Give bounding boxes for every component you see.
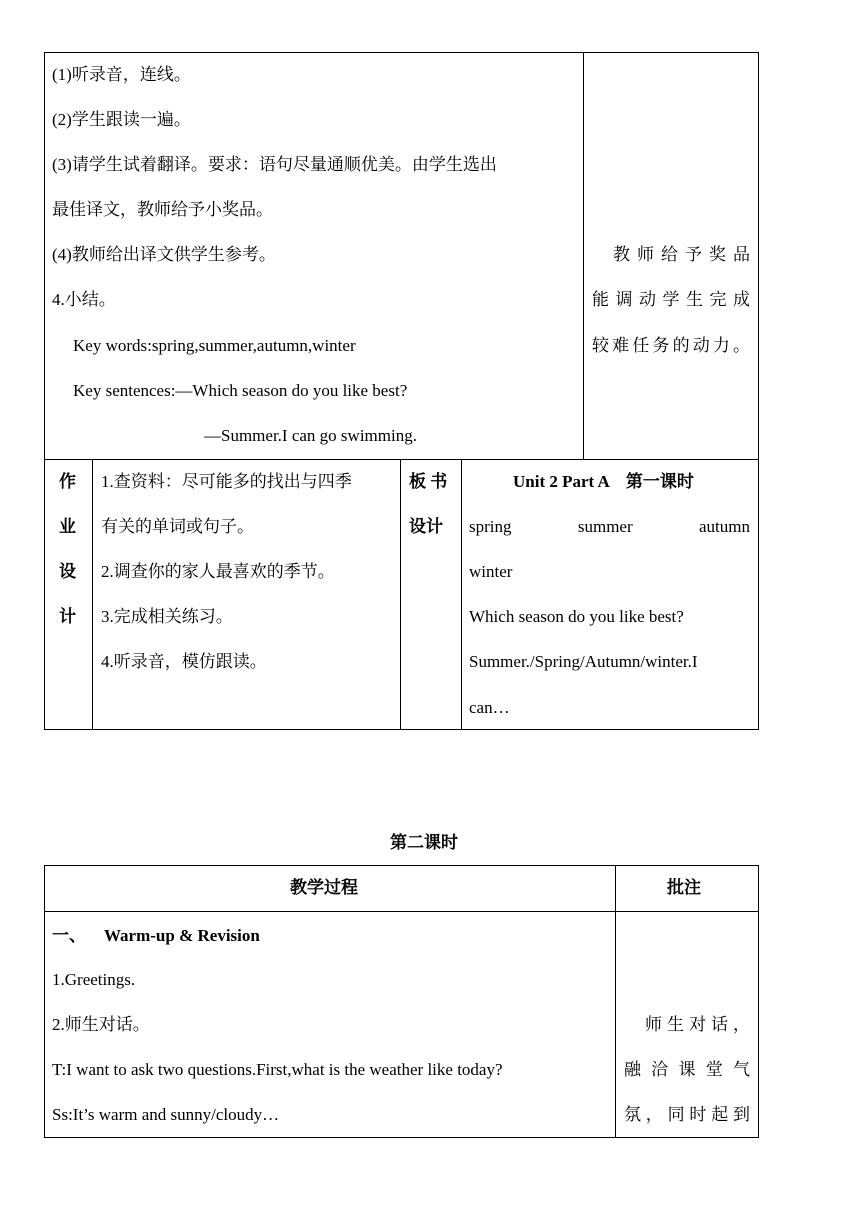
note-char: 气 bbox=[733, 1060, 750, 1079]
homework-label-char: 设 bbox=[59, 562, 76, 581]
note-char: ， bbox=[645, 1105, 663, 1124]
note-char: 教 bbox=[613, 245, 630, 264]
note-char: 成 bbox=[733, 290, 750, 309]
board-words-row bbox=[469, 517, 750, 537]
board-line: Which season do you like best? bbox=[469, 607, 684, 626]
homework-item: 3.完成相关练习。 bbox=[101, 607, 233, 626]
homework-item: 有关的单词或句子。 bbox=[101, 517, 254, 536]
note-char: 师 bbox=[645, 1015, 662, 1034]
section-title: 第二课时 bbox=[390, 833, 458, 852]
note-char: 任 bbox=[632, 336, 650, 355]
board-label: 设计 bbox=[409, 517, 443, 536]
note-char: 堂 bbox=[705, 1060, 723, 1079]
key-sentences-answer: —Summer.I can go swimming. bbox=[204, 426, 417, 445]
table1-note-divider bbox=[583, 52, 584, 460]
table2-border-bottom bbox=[44, 1137, 759, 1138]
note-char: 调 bbox=[615, 290, 633, 309]
board-word: autumn bbox=[699, 517, 750, 536]
note-char: 品 bbox=[733, 245, 750, 264]
note-line bbox=[613, 245, 750, 265]
board-line: winter bbox=[469, 562, 513, 581]
note-char: 务 bbox=[652, 336, 670, 355]
process-line: 最佳译文，教师给予小奖品。 bbox=[52, 200, 273, 219]
note-char: 起 bbox=[711, 1105, 729, 1124]
process-line: (2)学生跟读一遍。 bbox=[52, 110, 191, 129]
homework-label-char: 计 bbox=[59, 607, 76, 626]
note-char: 时 bbox=[689, 1105, 707, 1124]
note-line bbox=[624, 1060, 750, 1080]
homework-item: 2.调查你的家人最喜欢的季节。 bbox=[101, 562, 335, 581]
note-char: 力 bbox=[712, 336, 730, 355]
process-line: (3)请学生试着翻译。要求：语句尽量通顺优美。由学生选出 bbox=[52, 155, 497, 174]
table1-border-bottom bbox=[44, 729, 759, 730]
note-char: 到 bbox=[732, 1105, 750, 1124]
note-char: 融 bbox=[624, 1060, 641, 1079]
table2-border-top bbox=[44, 865, 759, 866]
table2-note-divider bbox=[615, 865, 616, 1138]
board-title: Unit 2 Part A 第一课时 bbox=[513, 472, 694, 491]
board-label: 板 书 bbox=[409, 472, 448, 491]
note-char: 对 bbox=[689, 1015, 706, 1034]
process-line: 1.Greetings. bbox=[52, 970, 136, 989]
table2-header-notes: 批注 bbox=[667, 878, 701, 897]
key-sentences-line: Key sentences:—Which season do you like best? bbox=[73, 381, 408, 400]
homework-label-char: 作 bbox=[59, 472, 76, 491]
note-char: 洽 bbox=[651, 1060, 669, 1079]
note-char: 同 bbox=[667, 1105, 685, 1124]
note-line bbox=[592, 290, 750, 310]
table1-board-label-divider bbox=[400, 459, 401, 730]
table1-homework-divider bbox=[92, 459, 93, 730]
board-line: can… bbox=[469, 698, 510, 717]
note-char: ， bbox=[733, 1015, 750, 1034]
key-words-line: Key words:spring,summer,autumn,winter bbox=[73, 336, 356, 355]
note-char: 奖 bbox=[709, 245, 726, 264]
note-line bbox=[645, 1015, 750, 1035]
note-line bbox=[592, 336, 750, 356]
note-char: 。 bbox=[732, 336, 750, 355]
note-char: 难 bbox=[612, 336, 630, 355]
homework-item: 4.听录音，模仿跟读。 bbox=[101, 652, 267, 671]
table2-border-right bbox=[758, 865, 759, 1138]
table1-border-right bbox=[758, 52, 759, 730]
process-line: Ss:It’s warm and sunny/cloudy… bbox=[52, 1105, 280, 1124]
note-line bbox=[624, 1105, 750, 1125]
table1-row-divider bbox=[44, 459, 759, 460]
note-char: 氛 bbox=[624, 1105, 641, 1124]
board-word: summer bbox=[577, 517, 633, 536]
note-char: 的 bbox=[672, 336, 690, 355]
table1-border-left bbox=[44, 52, 45, 730]
homework-item: 1.查资料：尽可能多的找出与四季 bbox=[101, 472, 352, 491]
warmup-number: 一、 bbox=[52, 926, 86, 945]
note-char: 师 bbox=[637, 245, 654, 264]
process-line: 2.师生对话。 bbox=[52, 1015, 150, 1034]
note-char: 给 bbox=[661, 245, 678, 264]
table2-header-process: 教学过程 bbox=[290, 878, 358, 897]
table1-board-divider bbox=[461, 459, 462, 730]
process-line: (1)听录音，连线。 bbox=[52, 65, 191, 84]
board-line: Summer./Spring/Autumn/winter.I bbox=[469, 652, 698, 671]
process-line: 4.小结。 bbox=[52, 290, 116, 309]
note-char: 较 bbox=[592, 336, 609, 355]
table1-border-top bbox=[44, 52, 759, 53]
process-line: T:I want to ask two questions.First,what is the weather like today? bbox=[52, 1060, 503, 1079]
homework-label-char: 业 bbox=[59, 517, 76, 536]
note-char: 生 bbox=[686, 290, 703, 309]
note-char: 生 bbox=[667, 1015, 684, 1034]
note-char: 课 bbox=[678, 1060, 696, 1079]
note-char: 完 bbox=[709, 290, 727, 309]
warmup-title: Warm-up & Revision bbox=[104, 926, 260, 945]
table2-border-left bbox=[44, 865, 45, 1138]
note-char: 动 bbox=[692, 336, 710, 355]
note-char: 学 bbox=[662, 290, 680, 309]
note-char: 动 bbox=[639, 290, 656, 309]
note-char: 能 bbox=[592, 290, 609, 309]
note-char: 予 bbox=[685, 245, 702, 264]
process-line: (4)教师给出译文供学生参考。 bbox=[52, 245, 276, 264]
board-word: spring bbox=[469, 517, 512, 536]
note-char: 话 bbox=[711, 1015, 728, 1034]
table2-header-divider bbox=[44, 911, 759, 912]
